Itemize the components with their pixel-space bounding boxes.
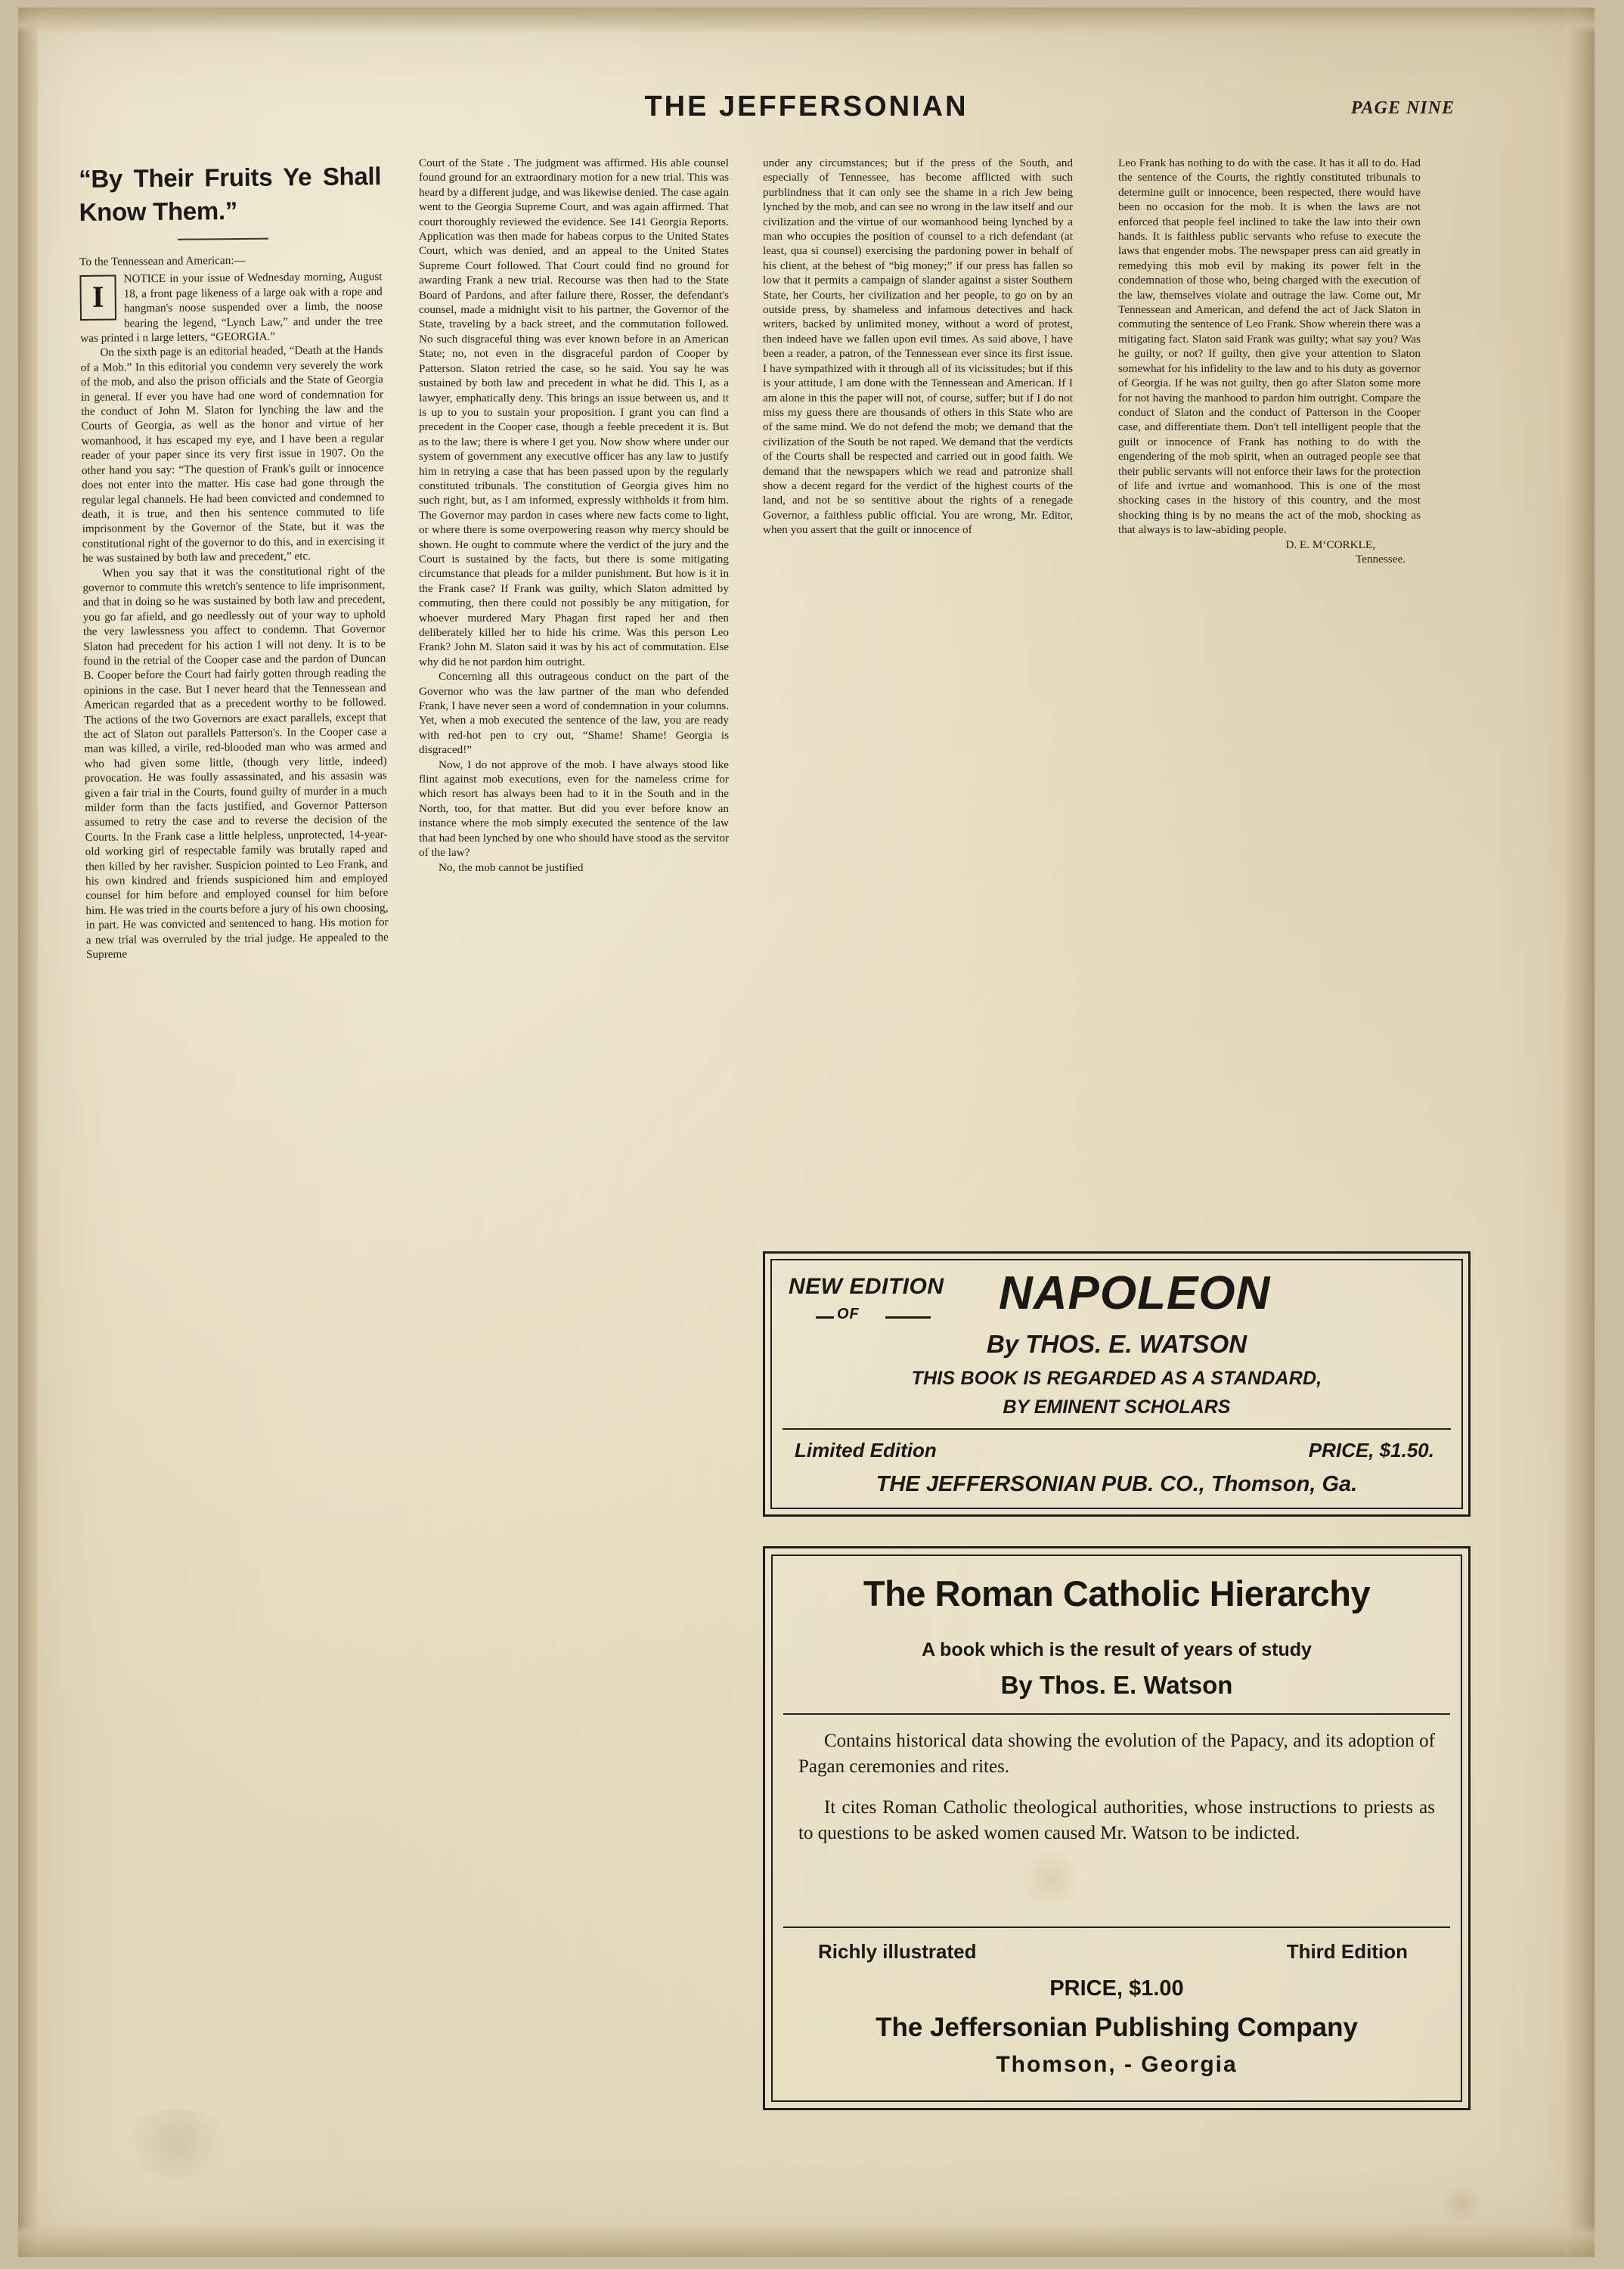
ad-inner-border: [770, 1259, 1463, 1509]
ad-divider-bottom: [783, 1926, 1450, 1928]
newspaper-page: [18, 8, 1595, 2257]
page-edge-right: [1564, 8, 1595, 2257]
article-addressee: To the Tennessean and American:—: [79, 253, 246, 268]
ad-body-paragraph: Contains historical data showing the evolution of the Papacy, and its adoption of Pagan ceremonies and rites.: [798, 1731, 1435, 1777]
ad-price: PRICE, $1.00: [1049, 1976, 1184, 2001]
article-column-1: [79, 160, 389, 962]
ad-of-label: OF: [837, 1306, 860, 1322]
ad-divider-top: [783, 1713, 1450, 1715]
article-signature-name: D. E. M‘CORKLE,: [1285, 538, 1375, 551]
ad-rule-left: [816, 1316, 834, 1319]
article-column-3: [763, 156, 1073, 538]
ad-publisher: THE JEFFERSONIAN PUB. CO., Thomson, Ga.: [876, 1472, 1358, 1496]
page-edge-top: [18, 8, 1595, 33]
paper-stain: [1440, 2185, 1485, 2223]
ad-price: PRICE, $1.50.: [1308, 1439, 1434, 1462]
article-paragraph: under any circumstances; but if the press of the South, and especially of Tennessee, has become afflicted with such purblindness that it can only see the shame in a rich Jew being lynched by the mob, and can see no wrong in the law itself and our civilization and the virtue of our womanhood being lynched by a man who occupies the position of counsel to a rich defendant (at least, qua si counsel) exercising the pardoning power in behalf of his client, at the behest of “big money;” if our press has fallen so low that it permits a campaign of slander against a sister Southern State, her Courts, her civilization and her people, to go on by an outside press, by shameless and infamous detectives and hack writers, backed by unlimited money, without a word of protest, then indeed have we fallen upon evil times. As said above, l have been a reader, a patron, of the Tennessean ever since its first issue. I have sympathized with it through all of its vicissitudes; but if this is your attitude, I am done with the Tennessean and American. If I am alone in this the paper will not, of course, suffer; but if I do not miss my guess there are thousands of others in this State who are of the same mind. We do not defend the mob; we demand that the civilization of the South be not raped. We demand that the verdicts of the Courts shall be respected and carried out in good faith. We demand that the newspapers which we read and patronize shall show a decent regard for the verdict of the highest courts of the land, and not be so sentitive about the rights of a renegade Governor, a faithless public official. You are wrong, Mr. Editor, when you assert that the guilt or innocence of: [763, 157, 1073, 537]
ad-city-state: Thomson, - Georgia: [996, 2052, 1238, 2077]
ad-body-paragraph: It cites Roman Catholic theological authorities, whose instructions to priests as to questions to be asked women caused Mr. Watson to be indicted.: [798, 1797, 1435, 1843]
article-paragraph: No, the mob cannot be justified: [439, 860, 584, 874]
article-paragraph: Concerning all this outrageous conduct on the part of the Governor who was the law partner of the man who defended Frank, I have never seen a word of condemnation in your columns. Yet, when a mob executed the sentence of the law, you are ready with red-hot pen to cry out, “Shame! Shame! Georgia is disgraced!”: [419, 670, 729, 757]
ad-illustrated-label: Richly illustrated: [818, 1940, 977, 1963]
ad-edition-label: Third Edition: [1286, 1940, 1408, 1963]
ad-body: [798, 1728, 1435, 1861]
article-paragraph: On the sixth page is an editorial headed, “Death at the Hands of a Mob.” In this editorial you condemn very severely the work of the mob, and also the prison officials and the State of Georgia in general. If ever you have had one word of condemnation for the conduct of John M. Slaton for lynching the law and the Courts of Georgia, as well as the honor and virtue of her womanhood, it has escaped my eye, and I have been a regular reader of your paper since its very first issue in 1907. On the other hand you say: “The question of Frank's guilt or innocence does not enter into the matter. His case had gone through the regular legal channels. He had been convicted and condemned to death, it is true, and then his sentence commuted to life imprisonment by the Governor of the State, but it was the constitutional right of the governor to do this, and in exercising it he was sustained by both law and precedent,” etc.: [80, 343, 385, 566]
drop-cap: I: [79, 275, 116, 321]
ad-rule-right: [885, 1316, 931, 1319]
ad-scholars-line: BY EMINENT SCHOLARS: [1003, 1396, 1231, 1418]
article-paragraph: Now, I do not approve of the mob. I have always stood like flint against mob executions, even for the nameless crime for which resort has always been had to it in the South and in the North, too, for that matter. But did you ever before know an instance where the mob simply executed the sentence of the law that had been lynched by one who should have stood as the servitor of the law?: [419, 758, 729, 860]
page-number: PAGE NINE: [1350, 98, 1455, 118]
article-paragraph: NOTICE in your issue of Wednesday morning, August 18, a front page likeness of a large oak with a rope and hangman's noose suspended over a limb, the noose bearing the legend, “Lynch Law,” and under the tree was printed i n large letters, “GEORGIA.”: [80, 270, 383, 346]
paper-stain: [116, 2109, 237, 2178]
ad-author: By Thos. E. Watson: [1000, 1671, 1233, 1699]
ad-new-edition-label: NEW EDITION: [789, 1274, 944, 1299]
ad-limited-edition: Limited Edition: [795, 1439, 937, 1462]
article-paragraph: Court of the State . The judgment was affirmed. His able counsel found ground for an extraordinary motion for a new trial. This was heard by a different judge, and was likewise denied. The case again went to the Georgia Supreme Court, and was again affirmed. That court thoroughly reviewed the evidence. See 141 Georgia Reports. Application was then made for habeas corpus to the United States Court, which was denied, and an appeal to the United States Supreme Court followed. That Court could find no ground for awarding Frank a new trial. Recourse was then had to the State Board of Pardons, and after failure there, Rosser, the defendant's counsel, made a midnight visit to his partner, the Governor of the State, traveling by a back street, and the commutation followed. No such disgraceful thing was ever known before in an American State; no, not even in the disgraceful pardon of Cooper by Patterson. Slaton retried the case, so he said. You say he was sustained by both law and precedent in what he did. This I, as a lawyer, emphatically deny. This brings an issue between us, and it is up to you to sustain your proposition. I grant you can find a precedent in the Cooper case, though a feeble precedent it is. But as to the law; there is where I get you. Now show where under our system of government any executive officer has any law to justify him in retrying a case that has been passed upon by the regularly constituted tribunals. The constitution of Georgia gives him no such right, but, as I am informed, expressly withholds it from him. The Governor may pardon in cases where new facts come to light, or where there is some overpowering reason why mercy should be shown. He ought to commute where the verdict of the jury and the Court is sustained by the facts, but there is some mitigating circumstance that pleads for a milder punishment. But how is it in the Frank case? If Frank was guilty, which Slaton admitted by commuting, then there could not possibly be any mitigation, for whoever murdered Mary Phagan first raped her and then deliberately killed her to hide his crime. Was this person Leo Frank? John M. Slaton said it was by his act of commutation. Else why did he not pardon him outright.: [419, 157, 729, 668]
page-edge-bottom: [18, 2224, 1595, 2257]
headline-rule: [178, 238, 268, 240]
ad-divider: [783, 1428, 1451, 1430]
newspaper-title: THE JEFFERSONIAN: [644, 91, 969, 122]
article-column-4: [1118, 156, 1421, 566]
ad-author: By THOS. E. WATSON: [986, 1330, 1247, 1358]
article-headline: “By Their Fruits Ye Shall Know Them.”: [79, 162, 382, 226]
ad-inner-border: [771, 1555, 1462, 2102]
article-column-2: [419, 156, 729, 875]
article-paragraph: When you say that it was the constitutional right of the governor to commute this wretch's sentence to life imprisonment, and that in doing so he was sustained by both law and precedent, you go far afield, and go needlessly out of your way to uphold the very lawlessness you affect to condemn. That Governor Slaton had precedent for his action I will not deny. It is to be found in the retrial of the Cooper case and the pardon of Duncan B. Cooper before the Court had fairly gotten through reading the opinions in the case. But I never heard that the Tennessean and American regarded that as a precedent worthy to be followed. The actions of the two Governors are exact parallels, except that the act of Slaton out parallels Patterson's. In the Cooper case a man was killed, a virile, red-blooded man who was armed and who had given some little, (though very little, indeed) provocation. He was foully assassinated, and his assasin was given a fair trial in the Courts, found guilty of murder in a much milder form than the facts justified, and Governor Patterson assumed to retry the case and to reverse the decision of the Courts. In the Frank case a little helpless, unprotected, 14-year-old working girl of respectable family was brutally raped and then killed by her ravisher. Suspicion pointed to Leo Frank, and his own kindred and friends suspicioned him and employed counsel for him before and employed counsel for him before him. He was tried in the courts before a jury of his own choosing, in part. He was convicted and sentenced to hang. His motion for a new trial was overruled by the trial judge. He appealed to the Supreme: [82, 563, 389, 962]
page-edge-left: [18, 8, 38, 2257]
article-paragraph: Leo Frank has nothing to do with the case. It has it all to do. Had the sentence of the Courts, the rightly constituted tribunals to determine guilt or innocence, been respected, there would have been no occasion for the mob. It is when the laws are not enforced that people feel inclined to take the law into their own hands. It is faithless public servants who refuse to execute the laws that engender mobs. The newspaper press can aid greatly in remedying this mob evil by making its power felt in the condemnation of those who, being charged with the execution of the law, themselves violate and outrage the law. Come out, Mr Tennessean and American, and defend the act of Jack Slaton in commuting the sentence of Leo Frank. Show wherein there was a mitigating fact. Slaton said Frank was guilty; what say you? Was he guilty, or not? If guilty, then give your attention to Slaton somewhat for his infidelity to the law and to his duty as governor of Georgia. If he was not guilty, then go after Slaton some more for not having the manhood to pardon him outright. Compare the conduct of Slaton and the conduct of Patterson in the Cooper case, and differentiate them. Don't tell intelligent people that the guilt or innocence of Frank has nothing to do with the engendering of the mob spirit, when an outraged people see that their public servants will not enforce their laws for the protection of life and ivrtue and womanhood. This is one of the most shocking cases in the history of this country, and the most shocking thing is by no means the act of the mob, shocking as that always is to law-abiding people.: [1118, 157, 1421, 537]
ad-subtitle: A book which is the result of years of study: [922, 1639, 1312, 1660]
ad-title-hierarchy: The Roman Catholic Hierarchy: [863, 1573, 1371, 1613]
ad-title-napoleon: NAPOLEON: [999, 1267, 1271, 1319]
ad-standard-line: THIS BOOK IS REGARDED AS A STANDARD,: [911, 1368, 1322, 1389]
advertisement-roman-catholic-hierarchy[interactable]: [763, 1546, 1471, 2110]
advertisement-napoleon[interactable]: [763, 1251, 1471, 1517]
article-signature-place: Tennessee.: [1356, 552, 1406, 566]
ad-company: The Jeffersonian Publishing Company: [876, 2013, 1358, 2042]
